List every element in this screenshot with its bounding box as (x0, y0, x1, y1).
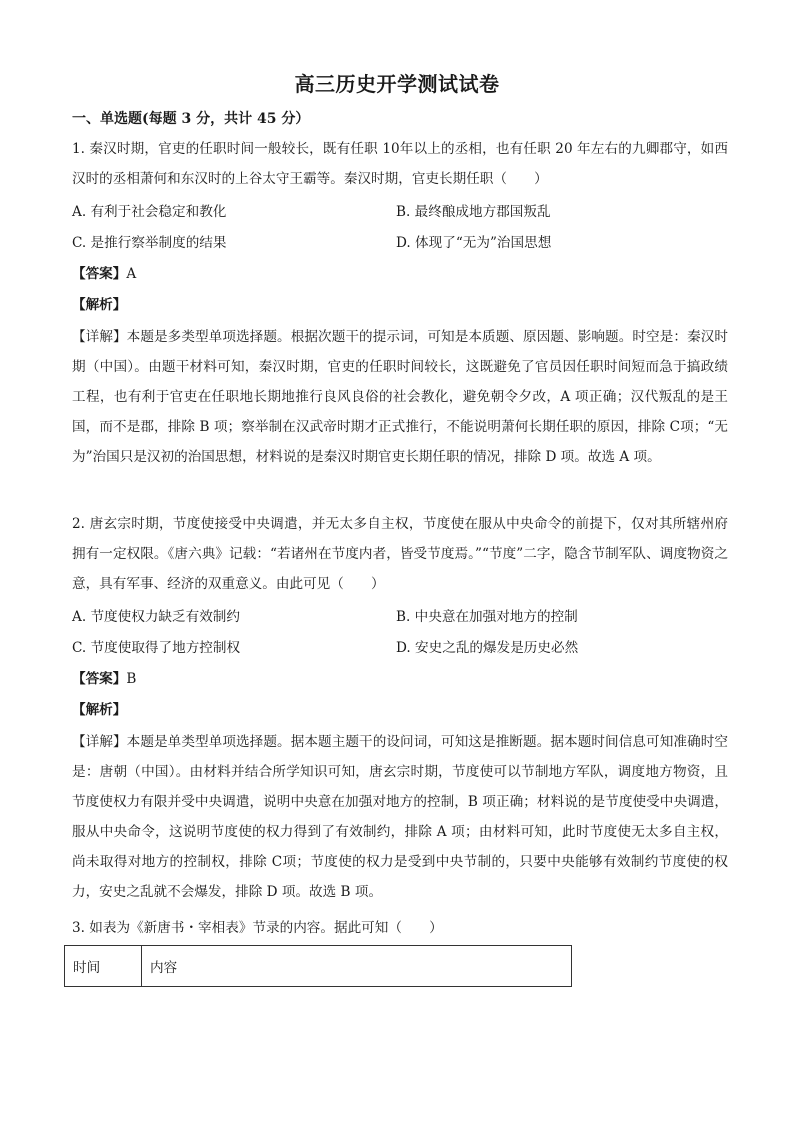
q1-stem: 1. 秦汉时期，官吏的任职时间一般较长，既有任职 10年以上的丞相，也有任职 20 年左右的九卿郡守，如西汉时的丞相萧何和东汉时的上谷太守王霸等。秦汉时期，官吏长期任职（ ） (72, 141, 728, 187)
q3-table (64, 945, 572, 987)
q1-option-b: B. 最终酿成地方郡国叛乱 (396, 204, 551, 220)
section-heading: 一、单选题(每题 3 分，共计 45 分） (72, 111, 310, 127)
table-header-content: 内容 (142, 946, 572, 987)
q1-option-c: C. 是推行察举制度的结果 (72, 235, 227, 251)
answer-value: B (126, 671, 137, 687)
table-row (65, 946, 572, 987)
q2-stem: 2. 唐玄宗时期，节度使接受中央调遣，并无太多自主权，节度使在服从中央命令的前提下，仅对其所辖州府拥有一定权限。《唐六典》记载：“若诸州在节度内者，皆受节度焉。”“节度”二字，隐含节制军队、调度物资之意，具有军事、经济的双重意义。由此可见（ ） (72, 516, 728, 592)
answer-label: 【答案】 (72, 671, 127, 687)
q2-option-a: A. 节度使权力缺乏有效制约 (72, 609, 240, 625)
q2-option-b: B. 中央意在加强对地方的控制 (396, 609, 578, 625)
q1-detail: 【详解】本题是多类型单项选择题。根据次题干的提示词，可知是本质题、原因题、影响题。时空是：秦汉时期（中国）。由题干材料可知，秦汉时期，官吏的任职时间较长，这既避免了官员因任职时间短而急于搞政绩工程，也有利于官吏在任职地长期地推行良风良俗的社会教化，避免朝令夕改，A 项正确；汉代叛乱的是王国，而不是郡，排除 B 项；察举制在汉武帝时期才正式推行，不能说明萧何长期任职的原因，排除 C项；“无为”治国只是汉初的治国思想，材料说的是秦汉时期官吏长期任职的情况，排除 D 项。故选 A 项。 (72, 329, 728, 465)
q2-option-c: C. 节度使取得了地方控制权 (72, 640, 241, 656)
q2-answer (72, 668, 136, 690)
q1-option-d: D. 体现了“无为”治国思想 (396, 235, 552, 251)
answer-label: 【答案】 (72, 266, 127, 282)
q1-option-a: A. 有利于社会稳定和教化 (72, 204, 227, 220)
page-title: 高三历史开学测试试卷 (294, 72, 500, 96)
q1-analysis-label: 【解析】 (72, 297, 127, 313)
q2-detail: 【详解】本题是单类型单项选择题。据本题主题干的设问词，可知这是推断题。据本题时间信息可知准确时空是：唐朝（中国）。由材料并结合所学知识可知，唐玄宗时期，节度使可以节制地方军队，调度地方物资，且节度使权力有限并受中央调遣，说明中央意在加强对地方的控制，B 项正确；材料说的是节度使受中央调遣，服从中央命令，这说明节度使的权力得到了有效制约，排除 A 项；由材料可知，此时节度使无太多自主权，尚未取得对地方的控制权，排除 C项；节度使的权力是受到中央节制的，只要中央能够有效制约节度使的权力，安史之乱就不会爆发，排除 D 项。故选 B 项。 (72, 734, 728, 900)
q2-option-d: D. 安史之乱的爆发是历史必然 (396, 640, 579, 656)
q3-stem: 3. 如表为《新唐书・宰相表》节录的内容。据此可知（ ） (72, 920, 443, 936)
q2-analysis-label: 【解析】 (72, 702, 127, 718)
q1-answer (72, 263, 136, 285)
answer-value: A (126, 266, 137, 282)
table-header-time: 时间 (65, 946, 142, 987)
